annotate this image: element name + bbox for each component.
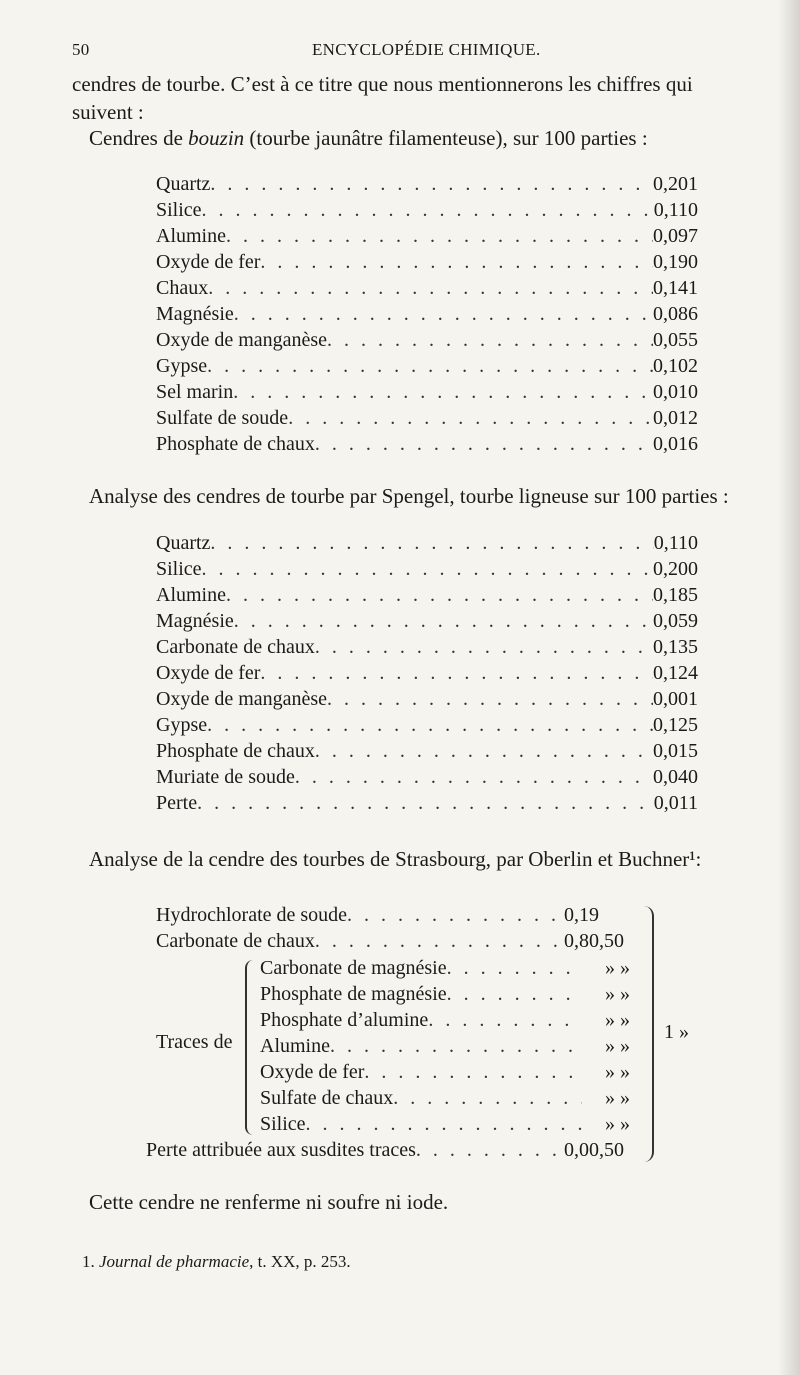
table2-row bbox=[156, 740, 698, 763]
row-value: 0,040 bbox=[653, 766, 698, 788]
leader-dots bbox=[202, 558, 653, 581]
row-label: Chaux bbox=[156, 277, 209, 299]
table1-row bbox=[156, 225, 698, 248]
leader-dots bbox=[233, 381, 653, 404]
row-value: 0,141 bbox=[653, 277, 698, 299]
row-value: 0,102 bbox=[653, 355, 698, 377]
table2-row bbox=[156, 766, 698, 789]
footnote-rest: , t. XX, p. 253. bbox=[249, 1252, 351, 1271]
leader-dots bbox=[210, 532, 653, 555]
row-label: Hydrochlorate de soude bbox=[156, 904, 348, 926]
table2-row bbox=[156, 714, 698, 737]
row-label: Oxyde de fer bbox=[156, 662, 261, 684]
row-value: 0,124 bbox=[653, 662, 698, 684]
row-value: 0,80,50 bbox=[564, 930, 624, 952]
row-label: Carbonate de magnésie bbox=[260, 957, 447, 979]
table1-caption-post: (tourbe jaunâtre filamenteuse), sur 100 parties : bbox=[244, 126, 648, 150]
leader-dots bbox=[197, 792, 654, 815]
traces-label: Traces de bbox=[156, 1031, 233, 1053]
leader-dots bbox=[315, 930, 564, 953]
table1-row bbox=[156, 173, 698, 196]
leader-dots bbox=[202, 199, 654, 222]
row-label: Perte bbox=[156, 792, 198, 814]
table1-row bbox=[156, 251, 698, 274]
table1-caption bbox=[89, 126, 648, 151]
row-value: 0,055 bbox=[653, 329, 698, 351]
traces-row bbox=[260, 1061, 630, 1084]
row-label: Carbonate de chaux bbox=[156, 930, 315, 952]
row-value: 0,110 bbox=[653, 532, 698, 554]
traces-row bbox=[260, 957, 630, 980]
traces-row bbox=[260, 1035, 630, 1058]
leader-dots bbox=[447, 983, 582, 1006]
row-value: 0,086 bbox=[653, 303, 698, 325]
table1-row bbox=[156, 433, 698, 456]
row-label: Phosphate de magnésie bbox=[260, 983, 447, 1005]
table2-row bbox=[156, 792, 698, 815]
leader-dots bbox=[234, 610, 653, 633]
total-right-brace bbox=[640, 906, 654, 1162]
leader-dots bbox=[208, 277, 653, 300]
table1-row bbox=[156, 407, 698, 430]
leader-dots bbox=[327, 688, 653, 711]
row-label: Magnésie bbox=[156, 610, 234, 632]
row-label: Oxyde de fer bbox=[260, 1061, 365, 1083]
traces-row bbox=[260, 1087, 630, 1110]
row-value: » » bbox=[605, 1009, 630, 1031]
row-label: Silice bbox=[156, 199, 202, 221]
row-value: 0,012 bbox=[653, 407, 698, 429]
row-value: » » bbox=[605, 1087, 630, 1109]
leader-dots bbox=[315, 433, 653, 456]
leader-dots bbox=[260, 662, 653, 685]
footnote-number: 1. bbox=[82, 1252, 99, 1271]
traces-left-brace bbox=[245, 960, 257, 1135]
row-value: 0,190 bbox=[653, 251, 698, 273]
table1-row bbox=[156, 381, 698, 404]
table1-row bbox=[156, 199, 698, 222]
traces-row bbox=[260, 983, 630, 1006]
traces-row bbox=[260, 1009, 630, 1032]
row-label: Perte attribuée aux susdites traces bbox=[146, 1139, 416, 1161]
row-label: Oxyde de fer bbox=[156, 251, 261, 273]
page-edge-shadow bbox=[778, 0, 800, 1375]
running-title: ENCYCLOPÉDIE CHIMIQUE. bbox=[312, 40, 541, 59]
perte-row bbox=[146, 1139, 634, 1162]
row-label: Phosphate d’alumine bbox=[260, 1009, 429, 1031]
row-label: Carbonate de chaux bbox=[156, 636, 315, 658]
row-label: Phosphate de chaux bbox=[156, 433, 315, 455]
row-value: 0,011 bbox=[653, 792, 698, 814]
row-value: » » bbox=[605, 1061, 630, 1083]
leader-dots bbox=[234, 303, 653, 326]
leader-dots bbox=[207, 355, 653, 378]
intro-line-1: cendres de tourbe. C’est à ce titre que nous mentionnerons les chiffres qui bbox=[72, 72, 693, 96]
leader-dots bbox=[327, 329, 653, 352]
row-value: 0,010 bbox=[653, 381, 698, 403]
row-label: Magnésie bbox=[156, 303, 234, 325]
row-label: Gypse bbox=[156, 355, 208, 377]
table2-row bbox=[156, 636, 698, 659]
leader-dots bbox=[226, 225, 653, 248]
traces-row bbox=[260, 1113, 630, 1136]
table1-row bbox=[156, 277, 698, 300]
row-value: 0,016 bbox=[653, 433, 698, 455]
table1-caption-pre: Cendres de bbox=[89, 126, 189, 150]
row-label: Oxyde de manganèse bbox=[156, 329, 328, 351]
row-label: Alumine bbox=[156, 584, 226, 606]
row-label: Quartz bbox=[156, 532, 211, 554]
table3-row bbox=[156, 930, 634, 953]
intro-line-2: suivent : bbox=[72, 100, 144, 124]
table3-caption: Analyse de la cendre des tourbes de Strasbourg, par Oberlin et Buchner¹: bbox=[89, 847, 702, 871]
table1-row bbox=[156, 303, 698, 326]
row-value: 0,059 bbox=[653, 610, 698, 632]
leader-dots bbox=[306, 1113, 582, 1136]
row-value: » » bbox=[605, 983, 630, 1005]
leader-dots bbox=[210, 173, 653, 196]
leader-dots bbox=[428, 1009, 582, 1032]
row-value: 0,185 bbox=[653, 584, 698, 606]
row-value: 0,201 bbox=[653, 173, 698, 195]
row-value: 0,19 bbox=[564, 904, 599, 926]
leader-dots bbox=[295, 766, 653, 789]
leader-dots bbox=[315, 740, 653, 763]
row-value: 0,015 bbox=[653, 740, 698, 762]
leader-dots bbox=[260, 251, 653, 274]
row-label: Sulfate de chaux bbox=[260, 1087, 394, 1109]
leader-dots bbox=[416, 1139, 564, 1162]
table2-row bbox=[156, 610, 698, 633]
table1-row bbox=[156, 329, 698, 352]
leader-dots bbox=[330, 1035, 582, 1058]
row-value: » » bbox=[605, 1113, 630, 1135]
row-value: 0,200 bbox=[653, 558, 698, 580]
leader-dots bbox=[288, 407, 653, 430]
table2-row bbox=[156, 558, 698, 581]
row-label: Quartz bbox=[156, 173, 211, 195]
row-label: Phosphate de chaux bbox=[156, 740, 315, 762]
row-label: Silice bbox=[260, 1113, 306, 1135]
row-label: Alumine bbox=[260, 1035, 330, 1057]
leader-dots bbox=[447, 957, 582, 980]
table2-row bbox=[156, 532, 698, 555]
row-value: 0,125 bbox=[653, 714, 698, 736]
row-label: Sulfate de soude bbox=[156, 407, 289, 429]
row-label: Oxyde de manganèse bbox=[156, 688, 328, 710]
row-value: 0,001 bbox=[653, 688, 698, 710]
leader-dots bbox=[315, 636, 653, 659]
table2-row bbox=[156, 584, 698, 607]
table2-row bbox=[156, 662, 698, 685]
row-value: 0,00,50 bbox=[564, 1139, 624, 1161]
row-value: 0,135 bbox=[653, 636, 698, 658]
page-number: 50 bbox=[72, 40, 90, 59]
footnote bbox=[82, 1252, 351, 1272]
total-value: 1 » bbox=[664, 1021, 689, 1043]
row-label: Gypse bbox=[156, 714, 208, 736]
leader-dots bbox=[347, 904, 564, 927]
leader-dots bbox=[207, 714, 653, 737]
table1-row bbox=[156, 355, 698, 378]
leader-dots bbox=[393, 1087, 582, 1110]
row-value: 0,110 bbox=[653, 199, 698, 221]
row-label: Silice bbox=[156, 558, 202, 580]
row-label: Sel marin bbox=[156, 381, 234, 403]
footnote-journal: Journal de pharmacie bbox=[99, 1252, 250, 1271]
table3-row bbox=[156, 904, 634, 927]
row-value: 0,097 bbox=[653, 225, 698, 247]
table2-row bbox=[156, 688, 698, 711]
row-label: Alumine bbox=[156, 225, 226, 247]
table1-caption-em: bouzin bbox=[188, 126, 245, 150]
leader-dots bbox=[226, 584, 653, 607]
row-value: » » bbox=[605, 1035, 630, 1057]
leader-dots bbox=[364, 1061, 582, 1084]
closing-text: Cette cendre ne renferme ni soufre ni iode. bbox=[89, 1190, 449, 1214]
row-value: » » bbox=[605, 957, 630, 979]
row-label: Muriate de soude bbox=[156, 766, 295, 788]
table2-caption: Analyse des cendres de tourbe par Spengel, tourbe ligneuse sur 100 parties : bbox=[89, 484, 729, 508]
